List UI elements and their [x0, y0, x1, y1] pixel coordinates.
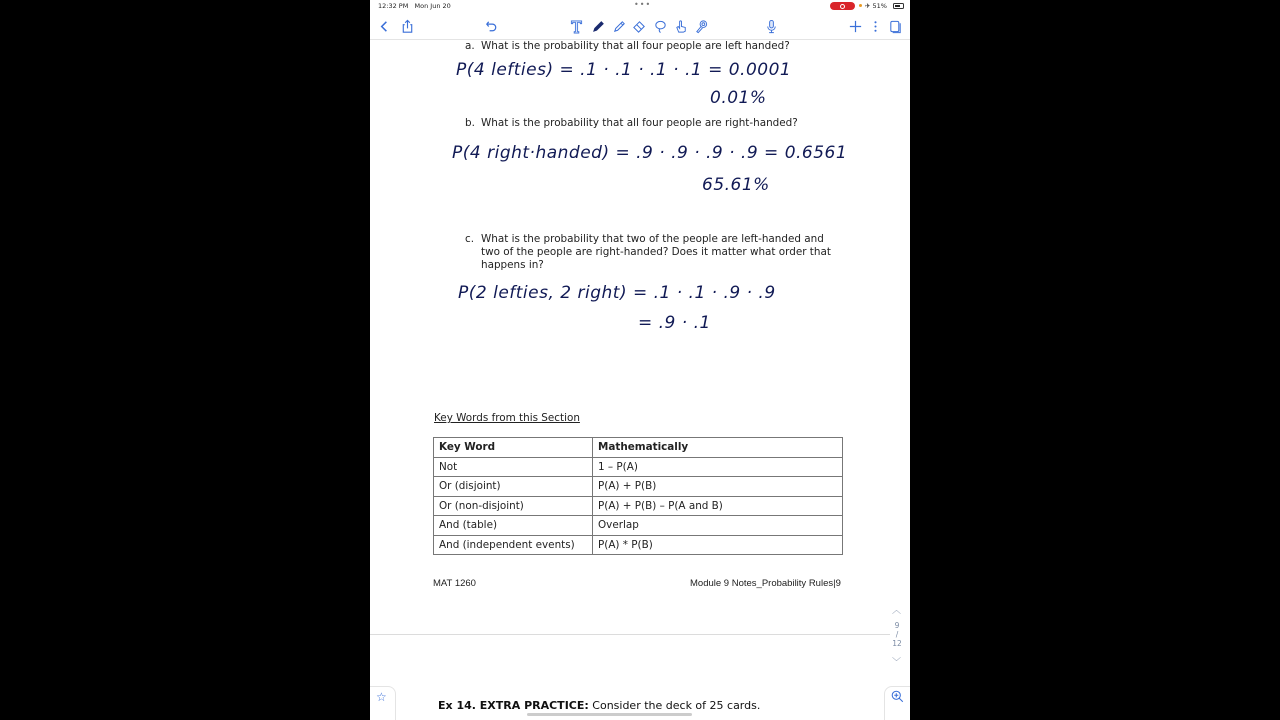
key-words-title: Key Words from this Section	[434, 412, 580, 424]
highlighter-icon[interactable]	[609, 16, 629, 36]
pen-icon[interactable]	[588, 16, 608, 36]
laser-pointer-icon[interactable]	[691, 16, 711, 36]
handwriting-b-line2: 65.61%	[702, 175, 770, 195]
question-text: What is the probability that all four people are right-handed?	[481, 117, 798, 129]
exercise-14-text: Ex 14. EXTRA PRACTICE: Consider the deck of 25 cards.	[438, 699, 761, 712]
star-icon[interactable]: ☆	[376, 690, 387, 704]
zoom-panel[interactable]	[884, 686, 910, 720]
handwriting-b-line1: P(4 right·handed) = .9 · .9 · .9 · .9 = 0.6561	[452, 143, 848, 163]
handwriting-a-line2: 0.01%	[710, 88, 767, 108]
zoom-in-icon[interactable]	[891, 690, 904, 706]
table-cell: Or (non-disjoint)	[434, 496, 593, 516]
table-row	[434, 477, 843, 497]
table-row	[434, 535, 843, 555]
table-cell: P(A) + P(B)	[593, 477, 843, 497]
table-cell: And (table)	[434, 516, 593, 536]
table-cell: Overlap	[593, 516, 843, 536]
status-bar	[370, 0, 910, 12]
status-time: 12:32 PM Mon Jun 20	[378, 2, 451, 10]
question-text: happens in?	[481, 259, 544, 271]
table-header-row	[434, 438, 843, 458]
back-icon[interactable]	[374, 16, 394, 36]
chevron-down-icon[interactable]: ﹀	[892, 658, 902, 668]
table-row	[434, 516, 843, 536]
ipad-screen	[370, 0, 910, 720]
multitask-dots-icon[interactable]: •••	[634, 0, 652, 9]
battery-icon	[893, 3, 904, 9]
favorites-panel[interactable]	[370, 686, 396, 720]
more-icon[interactable]	[865, 16, 885, 36]
page-footer-course: MAT 1260	[433, 578, 476, 589]
page-separator: /	[895, 630, 899, 639]
eraser-icon[interactable]	[629, 16, 649, 36]
handwriting-a-line1: P(4 lefties) = .1 · .1 · .1 · .1 = 0.0001	[456, 60, 792, 80]
question-label: b.	[465, 117, 475, 129]
table-cell: Or (disjoint)	[434, 477, 593, 497]
pages-icon[interactable]	[885, 16, 905, 36]
table-cell: And (independent events)	[434, 535, 593, 555]
screen-recording-icon[interactable]	[830, 2, 855, 10]
mic-indicator-icon	[859, 4, 862, 7]
table-header: Key Word	[434, 438, 593, 458]
question-label: a.	[465, 40, 475, 52]
undo-icon[interactable]	[481, 16, 501, 36]
horizontal-scrollbar[interactable]	[527, 713, 692, 716]
question-text: What is the probability that all four people are left handed?	[481, 40, 790, 52]
document-page[interactable]	[370, 40, 910, 635]
status-right: ✈ 51%	[865, 2, 887, 10]
table-row	[434, 457, 843, 477]
key-words-table	[433, 437, 843, 555]
question-label: c.	[465, 233, 475, 245]
table-cell: P(A) + P(B) – P(A and B)	[593, 496, 843, 516]
hand-select-icon[interactable]	[671, 16, 691, 36]
next-document-page[interactable]	[370, 635, 910, 720]
toolbar	[370, 12, 910, 40]
question-text: What is the probability that two of the people are left-handed and	[481, 233, 824, 245]
text-tool-icon[interactable]	[566, 16, 586, 36]
table-header: Mathematically	[593, 438, 843, 458]
table-row	[434, 496, 843, 516]
chevron-up-icon[interactable]: ︿	[892, 606, 902, 616]
handwriting-c-line1: P(2 lefties, 2 right) = .1 · .1 · .9 · .9	[458, 283, 776, 303]
share-icon[interactable]	[397, 16, 417, 36]
question-c	[465, 233, 885, 273]
current-page: 9	[894, 621, 900, 630]
table-cell: 1 – P(A)	[593, 457, 843, 477]
microphone-icon[interactable]	[761, 16, 781, 36]
table-cell: Not	[434, 457, 593, 477]
question-text: two of the people are right-handed? Does it matter what order that	[481, 246, 831, 258]
handwriting-c-line2: = .9 · .1	[638, 313, 711, 333]
page-footer-title: Module 9 Notes_Probability Rules|9	[690, 578, 841, 589]
lasso-icon[interactable]	[650, 16, 670, 36]
add-icon[interactable]	[845, 16, 865, 36]
total-pages: 12	[892, 639, 902, 648]
table-cell: P(A) * P(B)	[593, 535, 843, 555]
